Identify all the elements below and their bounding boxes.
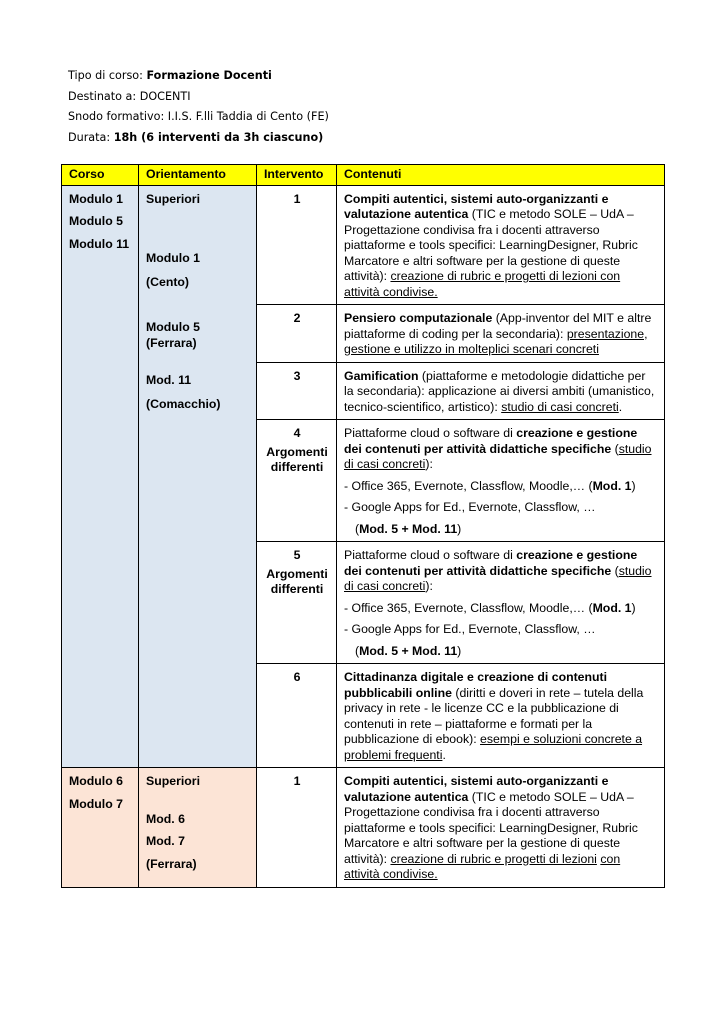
group1-orientamento: Superiori Modulo 1 (Cento) Modulo 5 (Ferrara) Mod. 11 (Comacchio) (139, 185, 257, 768)
col-intervento: Intervento (257, 165, 337, 186)
course-type: Tipo di corso: Formazione Docenti (68, 69, 272, 82)
contenuti-cell: Piattaforme cloud o software di creazione e gestione dei contenuti per attività didattiche specifiche (studio di casi concreti): - Office 365, Evernote, Classflow, Moodle,… (Mod. 1) - Google Apps for Ed., Evernote, Classflow, … (Mod. 5 + Mod. 11) (337, 542, 665, 664)
table-row (62, 768, 665, 888)
course-location: Snodo formativo: I.I.S. F.lli Taddia di Cento (FE) (68, 110, 329, 124)
intervento-number: 5 Argomenti differenti (257, 542, 337, 664)
contenuti-cell: Piattaforme cloud o software di creazione e gestione dei contenuti per attività didattiche specifiche (studio di casi concreti): - Office 365, Evernote, Classflow, Moodle,… (Mod. 1) - Google Apps for Ed., Evernote, Classflow, … (Mod. 5 + Mod. 11) (337, 420, 665, 542)
contenuti-cell: Compiti autentici, sistemi auto-organizzanti e valutazione autentica (TIC e metodo SOLE – UdA – Progettazione condivisa fra i docenti attraverso piattaforme e tools specifici: LearningDesigner, Rubric Marcatore e altri software per la gestione di queste attività): creazione di rubric e progetti di lezioni con attività condivise. (337, 185, 665, 305)
contenuti-cell: Pensiero computazionale (App-inventor del MIT e altre piattaforme di coding per la secondaria): presentazione, gestione e utilizzo in molteplici scenari concreti (337, 305, 665, 363)
group2-corso: Modulo 6 Modulo 7 (62, 768, 139, 888)
col-corso: Corso (62, 165, 139, 186)
course-duration: Durata: 18h (6 interventi da 3h ciascuno) (68, 130, 324, 144)
group1-corso: Modulo 1 Modulo 5 Modulo 11 (62, 185, 139, 768)
group2-orientamento: Superiori Mod. 6 Mod. 7 (Ferrara) (139, 768, 257, 888)
course-target: Destinato a: DOCENTI (68, 89, 191, 103)
contenuti-cell: Gamification (piattaforme e metodologie didattiche per la secondaria): applicazione ai diversi ambiti (umanistico, tecnico-scientifico, artistico): studio di casi concreti. (337, 362, 665, 420)
table-row (62, 185, 665, 305)
course-header (68, 66, 329, 148)
intervento-number: 1 (257, 768, 337, 888)
contenuti-cell: Cittadinanza digitale e creazione di contenuti pubblicabili online (diritti e doveri in rete – tutela della privacy in rete - le licenze CC e la pubblicazione di contenuti in rete – piattaforme e formati per la pubblicazione di ebook): esempi e soluzioni concrete a problemi frequenti. (337, 664, 665, 768)
intervento-number: 1 (257, 185, 337, 305)
course-table (61, 164, 665, 888)
intervento-number: 4 Argomenti differenti (257, 420, 337, 542)
col-contenuti: Contenuti (337, 165, 665, 186)
intervento-number: 6 (257, 664, 337, 768)
intervento-number: 3 (257, 362, 337, 420)
table-header-row (62, 165, 665, 186)
intervento-number: 2 (257, 305, 337, 363)
col-orientamento: Orientamento (139, 165, 257, 186)
contenuti-cell: Compiti autentici, sistemi auto-organizzanti e valutazione autentica (TIC e metodo SOLE – UdA – Progettazione condivisa fra i docenti attraverso piattaforme e tools specifici: LearningDesigner, Rubric Marcatore e altri software per la gestione di queste attività): creazione di rubric e progetti di lezioni con attività condivise. (337, 768, 665, 888)
